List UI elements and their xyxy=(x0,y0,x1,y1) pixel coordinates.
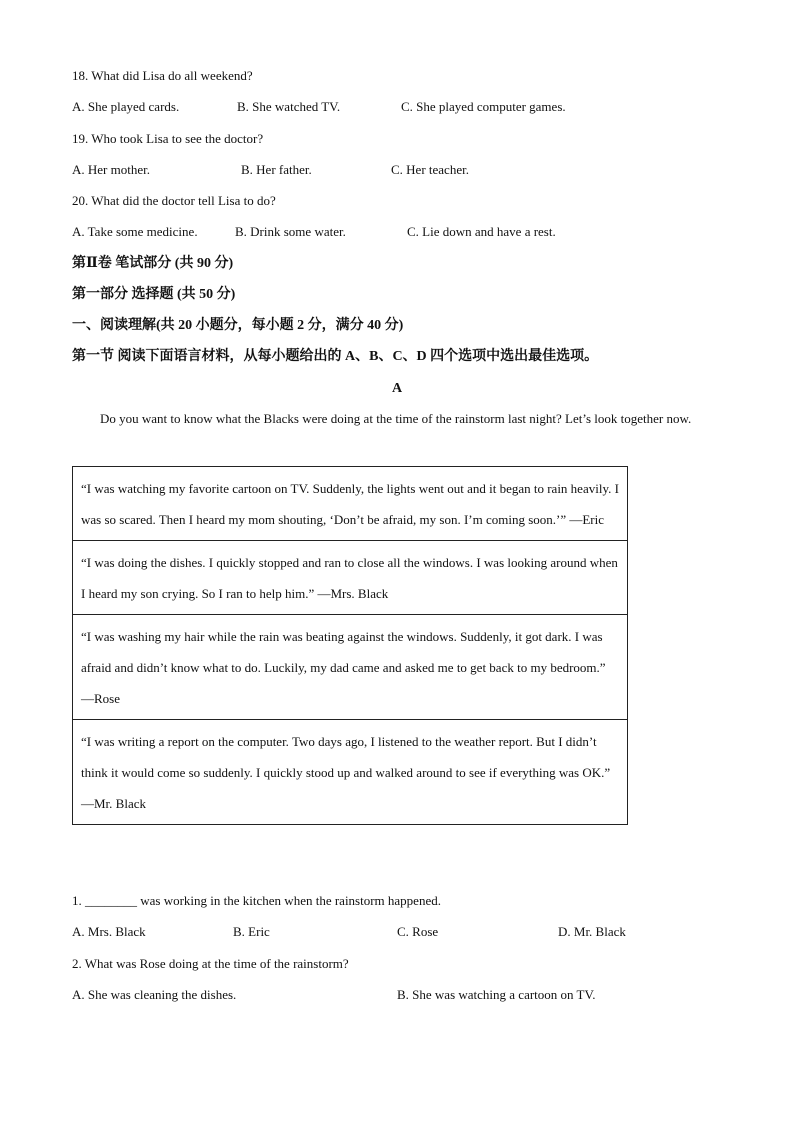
quote-eric: “I was watching my favorite cartoon on TV. Suddenly, the lights went out and it began to rain heavily. I was so scared. Then I heard my mom shouting, ‘Don’t be afraid, my son. I’m coming soon.’” —Eric xyxy=(73,467,628,541)
option-b: B. She watched TV. xyxy=(237,99,341,114)
option-c: C. Rose xyxy=(397,924,439,939)
option-b: B. Her father. xyxy=(241,162,312,177)
quote-rose: “I was washing my hair while the rain was beating against the windows. Suddenly, it got dark. I was afraid and didn’t know what to do. Luckily, my dad came and asked me to get back to my bedroom.” —Rose xyxy=(73,615,628,720)
volume-heading: 第Ⅱ卷 笔试部分 (共 90 分) xyxy=(72,256,234,271)
quote-mrs-black: “I was doing the dishes. I quickly stopped and ran to close all the windows. I was looking around when I heard my son crying. So I ran to help him.” —Mrs. Black xyxy=(73,541,628,615)
question-text: 20. What did the doctor tell Lisa to do? xyxy=(72,193,276,208)
option-a: A. Take some medicine. xyxy=(72,224,198,239)
option-a: A. She was cleaning the dishes. xyxy=(72,987,237,1002)
option-c: C. She played computer games. xyxy=(401,99,566,114)
instruction-heading: 第一节 阅读下面语言材料，从每小题给出的 A、B、C、D 四个选项中选出最佳选项。 xyxy=(72,349,599,364)
option-a: A. Mrs. Black xyxy=(72,924,146,939)
passage-letter: A xyxy=(391,381,403,396)
quotes-table xyxy=(72,466,628,825)
question-text: 2. What was Rose doing at the time of the rainstorm? xyxy=(72,956,349,971)
table-row xyxy=(73,720,628,825)
option-b: B. She was watching a cartoon on TV. xyxy=(397,987,596,1002)
part-heading: 第一部分 选择题 (共 50 分) xyxy=(72,287,236,302)
option-d: D. Mr. Black xyxy=(558,924,626,939)
option-b: B. Drink some water. xyxy=(235,224,346,239)
question-text: 1. ________ was working in the kitchen when the rainstorm happened. xyxy=(72,893,441,908)
table-row xyxy=(73,467,628,541)
question-text: 18. What did Lisa do all weekend? xyxy=(72,68,253,83)
table-row xyxy=(73,541,628,615)
question-text: 19. Who took Lisa to see the doctor? xyxy=(72,131,264,146)
option-c: C. Lie down and have a rest. xyxy=(407,224,556,239)
passage-intro: Do you want to know what the Blacks were doing at the time of the rainstorm last night? Let’s look together now. xyxy=(100,411,692,426)
option-a: A. She played cards. xyxy=(72,99,180,114)
option-b: B. Eric xyxy=(233,924,270,939)
table-row xyxy=(73,615,628,720)
option-a: A. Her mother. xyxy=(72,162,150,177)
quote-mr-black: “I was writing a report on the computer. Two days ago, I listened to the weather report. But I didn’t think it would come so suddenly. I quickly stood up and walked around to see if everything was OK.” —Mr. Black xyxy=(73,720,628,825)
reading-heading: 一、阅读理解(共 20 小题分，每小题 2 分，满分 40 分) xyxy=(72,318,404,333)
option-c: C. Her teacher. xyxy=(391,162,469,177)
